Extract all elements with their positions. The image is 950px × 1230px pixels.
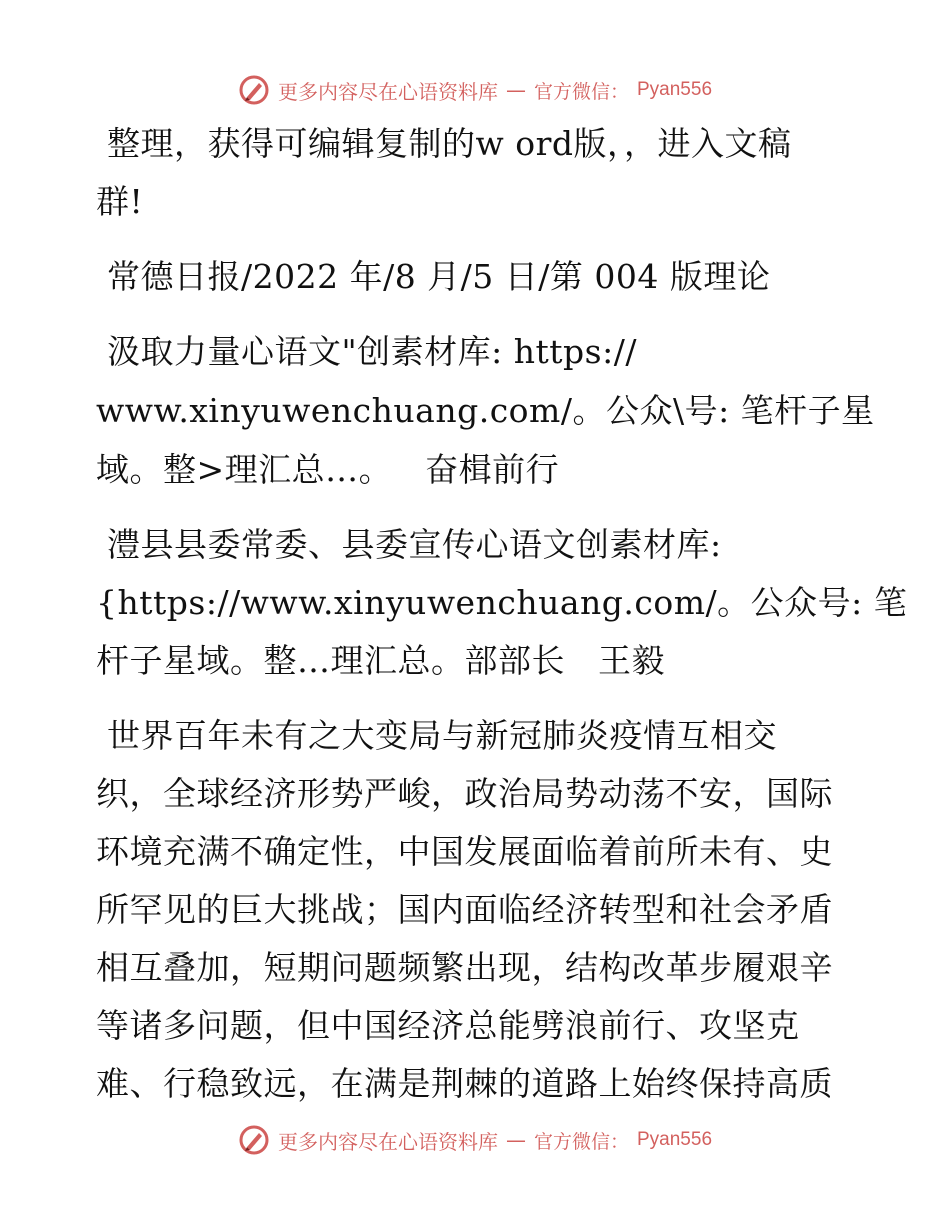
paragraph-line-5: 相互叠加，短期问题频繁出现，结构改革步履艰辛 <box>96 948 833 987</box>
watermark-wechat-id: Pyan556 <box>637 1129 713 1150</box>
pen-logo-icon <box>238 1124 270 1156</box>
footer-watermark <box>0 1120 950 1160</box>
text-line-2: 群! <box>96 182 144 221</box>
pen-logo-icon <box>238 74 270 106</box>
article-title-line: 域。整>理汇总…。 奋楫前行 <box>96 450 560 489</box>
text-line-4: 汲取力量心语文"创素材库: https:// <box>96 332 637 371</box>
watermark-label: 官方微信： <box>533 80 629 103</box>
paragraph-line-7: 难、行稳致远，在满是荆棘的道路上始终保持高质 <box>96 1064 833 1103</box>
header-watermark <box>0 70 950 110</box>
watermark-brand: 更多内容尽在心语资料库 <box>277 79 498 104</box>
watermark-separator: — <box>505 78 526 102</box>
watermark-label: 官方微信： <box>533 1130 629 1153</box>
dateline: 常德日报/2022 年/8 月/5 日/第 004 版理论 <box>96 257 771 296</box>
byline-line-2: {https://www.xinyuwenchuang.com/。公众号: 笔 <box>96 583 908 622</box>
paragraph-line-1: 世界百年未有之大变局与新冠肺炎疫情互相交 <box>96 716 777 755</box>
watermark-brand: 更多内容尽在心语资料库 <box>277 1129 498 1154</box>
paragraph-line-3: 环境充满不确定性，中国发展面临着前所未有、史 <box>96 832 833 871</box>
watermark-separator: — <box>505 1128 526 1152</box>
paragraph-line-6: 等诸多问题，但中国经济总能劈浪前行、攻坚克 <box>96 1006 800 1045</box>
watermark-wechat-id: Pyan556 <box>637 79 713 100</box>
byline-line-1: 澧县县委常委、县委宣传心语文创素材库: <box>96 525 722 564</box>
text-line-1: 整理，获得可编辑复制的w ord版，，进入文稿 <box>96 124 792 163</box>
byline-line-3: 杆子星域。整…理汇总。部部长 王毅 <box>96 641 665 680</box>
paragraph-line-4: 所罕见的巨大挑战；国内面临经济转型和社会矛盾 <box>96 890 833 929</box>
paragraph-line-2: 织，全球经济形势严峻，政治局势动荡不安，国际 <box>96 774 833 813</box>
text-line-5: www.xinyuwenchuang.com/。公众\号: 笔杆子星 <box>96 391 875 430</box>
